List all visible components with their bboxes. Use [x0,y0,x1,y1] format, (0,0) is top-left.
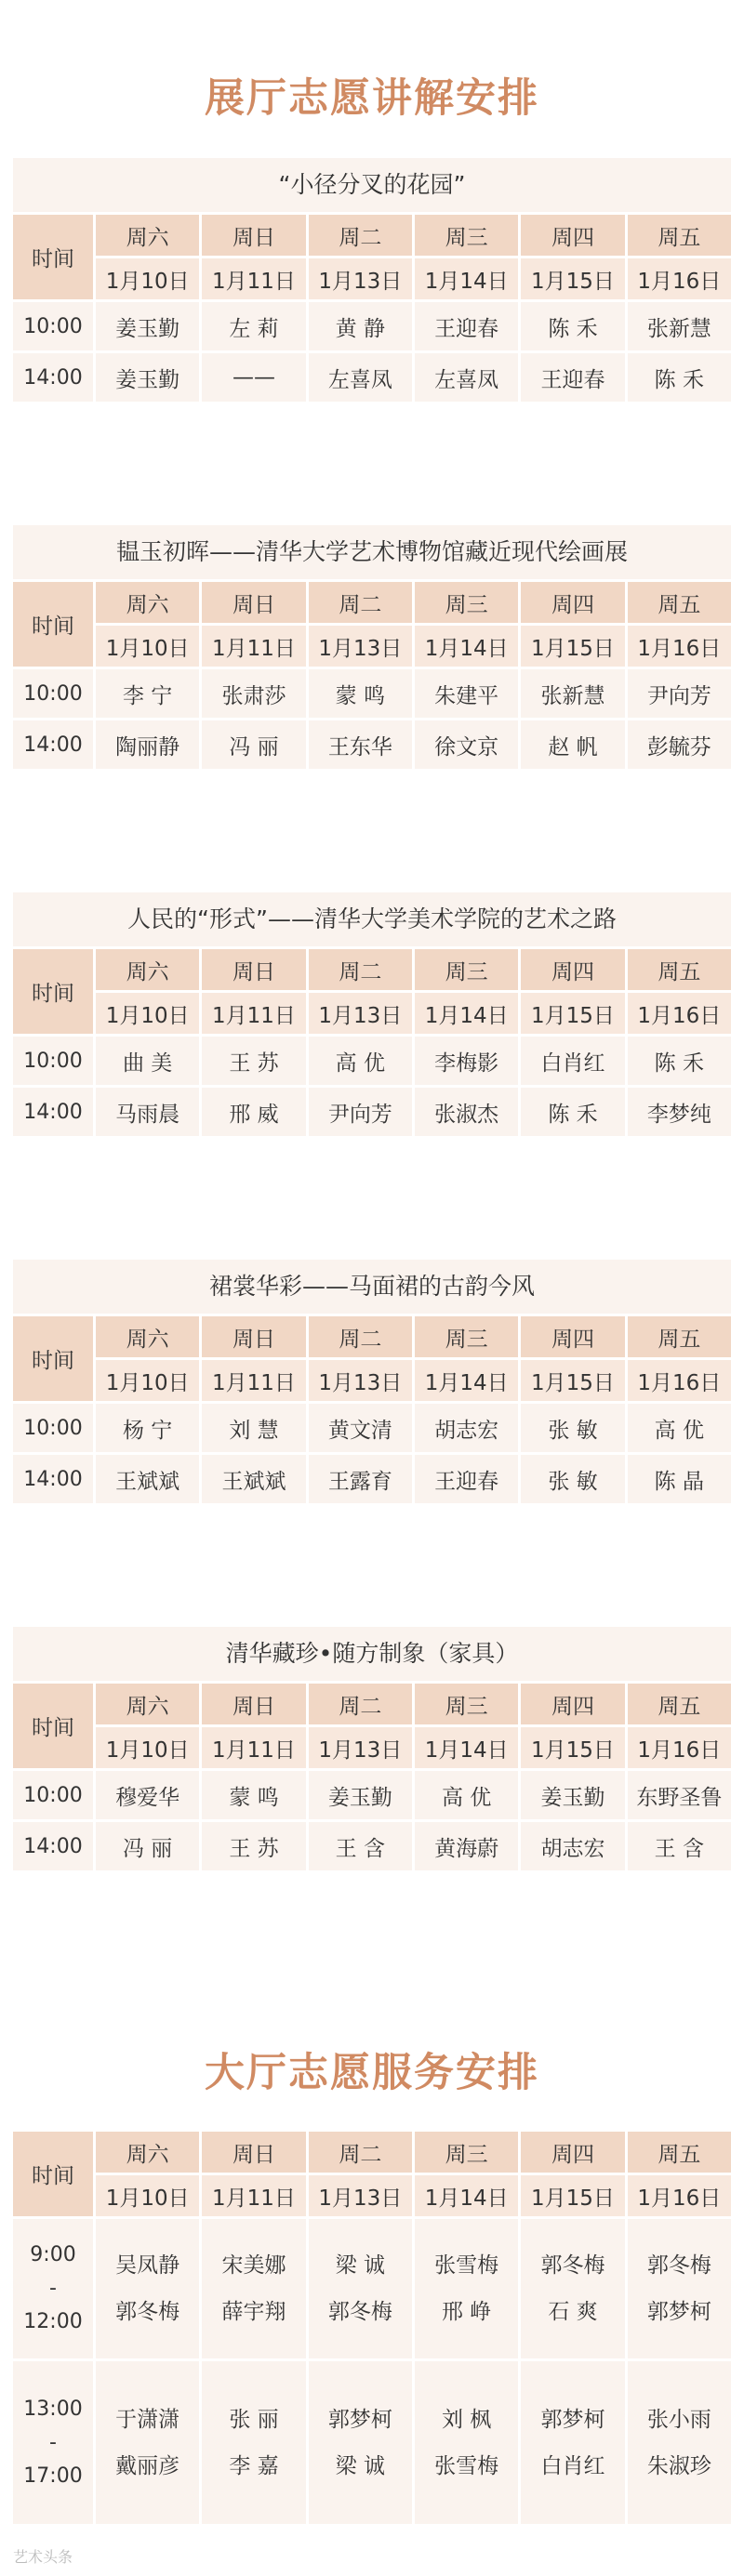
name-cell: 姜玉勤 [96,353,199,402]
name-cell: 张淑杰 [415,1088,518,1136]
date-header: 1月15日 [521,626,624,667]
name: 戴丽彦 [115,2453,180,2478]
date-header: 1月10日 [96,626,199,667]
time-header: 时间 [13,949,93,1034]
name: 刘 枫 [441,2407,492,2432]
day-header: 周日 [202,1684,305,1724]
table-row [13,669,731,718]
exhibition-table [10,579,734,772]
date-header: 1月10日 [96,993,199,1034]
day-header: 周二 [309,1316,412,1357]
name: 梁 诚 [335,2253,385,2278]
name-cell [96,2361,199,2524]
day-header: 周四 [521,1684,624,1724]
name-cell: 刘 慧 [202,1404,305,1452]
name-cell: 李 宁 [96,669,199,718]
date-header: 1月14日 [415,2175,518,2216]
name-cell: 王 含 [309,1822,412,1870]
date-header: 1月15日 [521,2175,624,2216]
day-header: 周三 [415,949,518,990]
name-cell: 李梅影 [415,1037,518,1085]
date-header: 1月15日 [521,1360,624,1401]
time-header: 时间 [13,582,93,667]
date-header: 1月14日 [415,1360,518,1401]
day-header: 周六 [96,1684,199,1724]
name-cell [309,2219,412,2358]
date-header: 1月11日 [202,1360,305,1401]
day-header: 周日 [202,2132,305,2173]
date-header: 1月13日 [309,258,412,299]
day-header: 周五 [628,582,731,623]
day-header: 周日 [202,1316,305,1357]
table-row [13,1037,731,1085]
hall-row-morning [13,2219,731,2358]
exhibition-block [13,1260,731,1506]
time-cell: 10:00 [13,1771,93,1819]
name-cell: 陶丽静 [96,720,199,769]
time-cell: 14:00 [13,1822,93,1870]
exhibition-title: “小径分叉的花园” [13,158,731,212]
name-cell: 王露育 [309,1455,412,1503]
name-cell: 赵 帆 [521,720,624,769]
name: 梁 诚 [335,2453,385,2478]
day-header: 周六 [96,949,199,990]
date-header: 1月10日 [96,2175,199,2216]
time-cell: 10:00 [13,669,93,718]
name-cell: 王东华 [309,720,412,769]
name-cell [202,2219,305,2358]
hall-row-afternoon [13,2361,731,2524]
table-row [13,1455,731,1503]
name-cell: 冯 丽 [202,720,305,769]
name: 郭冬梅 [115,2300,180,2324]
time-start: 9:00 [30,2243,76,2266]
name-cell: 胡志宏 [521,1822,624,1870]
date-header: 1月13日 [309,993,412,1034]
name-cell: 蒙 鸣 [309,669,412,718]
day-header: 周日 [202,215,305,256]
name-cell: 尹向芳 [309,1088,412,1136]
section-title-exhibition: 展厅志愿讲解安排 [205,75,539,122]
table-row [13,353,731,402]
name-cell: 左喜凤 [309,353,412,402]
table-row [13,302,731,350]
time-header: 时间 [13,1316,93,1401]
table-row [13,1088,731,1136]
name-cell: 王迎春 [521,353,624,402]
name-cell: 穆爱华 [96,1771,199,1819]
name: 石 爽 [548,2300,598,2324]
time-header: 时间 [13,1684,93,1768]
name: 郭梦柯 [540,2407,605,2432]
day-header: 周二 [309,949,412,990]
name-cell: 黄海蔚 [415,1822,518,1870]
day-header: 周五 [628,2132,731,2173]
day-header: 周五 [628,1684,731,1724]
name-cell: 高 优 [628,1404,731,1452]
time-header: 时间 [13,2132,93,2216]
name-cell: 曲 美 [96,1037,199,1085]
date-header: 1月11日 [202,2175,305,2216]
date-header: 1月15日 [521,258,624,299]
name: 李 嘉 [229,2453,279,2478]
name-cell: 王 苏 [202,1037,305,1085]
name-cell: 王迎春 [415,1455,518,1503]
time-cell: 14:00 [13,1455,93,1503]
day-header: 周二 [309,215,412,256]
day-header: 周二 [309,582,412,623]
name-cell [415,2361,518,2524]
date-header: 1月15日 [521,993,624,1034]
name-cell: 尹向芳 [628,669,731,718]
time-cell: 14:00 [13,353,93,402]
date-header: 1月14日 [415,993,518,1034]
name: 张 丽 [229,2407,279,2432]
time-header: 时间 [13,215,93,299]
table-row [13,1404,731,1452]
name-cell: 王斌斌 [202,1455,305,1503]
name-cell: 彭毓芬 [628,720,731,769]
name-cell: 杨 宁 [96,1404,199,1452]
name-cell: 冯 丽 [96,1822,199,1870]
date-header: 1月16日 [628,1360,731,1401]
date-header: 1月16日 [628,626,731,667]
name-cell: 王斌斌 [96,1455,199,1503]
name-cell: 东野圣鲁 [628,1771,731,1819]
date-header: 1月10日 [96,258,199,299]
time-cell: 14:00 [13,1088,93,1136]
name: 郭冬梅 [646,2253,711,2278]
time-cell: 10:00 [13,1037,93,1085]
day-header: 周三 [415,1684,518,1724]
exhibition-block [13,158,731,404]
name-cell: 王 苏 [202,1822,305,1870]
name: 吴凤静 [115,2253,180,2278]
name-cell [309,2361,412,2524]
name-cell [96,2219,199,2358]
day-header: 周日 [202,949,305,990]
day-header: 周六 [96,1316,199,1357]
name-cell: 王 含 [628,1822,731,1870]
name-cell: 王迎春 [415,302,518,350]
day-header: 周三 [415,215,518,256]
exhibition-block [13,1627,731,1873]
name-cell: 蒙 鸣 [202,1771,305,1819]
name-cell: 姜玉勤 [521,1771,624,1819]
name-cell [521,2219,624,2358]
day-header: 周五 [628,949,731,990]
name-cell: 高 优 [309,1037,412,1085]
time-sep: - [49,2277,57,2300]
name-cell: 陈 禾 [521,1088,624,1136]
time-cell: 10:00 [13,302,93,350]
name-cell: 张肃莎 [202,669,305,718]
name-cell: 马雨晨 [96,1088,199,1136]
table-row [13,1822,731,1870]
time-cell [13,2219,93,2358]
date-header: 1月15日 [521,1727,624,1768]
time-cell: 10:00 [13,1404,93,1452]
date-header: 1月11日 [202,993,305,1034]
time-sep: - [49,2430,57,2454]
name: 郭梦柯 [327,2407,392,2432]
date-header: 1月14日 [415,258,518,299]
day-header: 周三 [415,2132,518,2173]
time-cell [13,2361,93,2524]
name: 薛宇翔 [221,2300,286,2324]
exhibition-block [13,525,731,772]
date-header: 1月16日 [628,993,731,1034]
date-header: 1月14日 [415,626,518,667]
name: 张雪梅 [434,2453,499,2478]
date-header: 1月13日 [309,1727,412,1768]
name-cell: 李梦纯 [628,1088,731,1136]
day-header: 周三 [415,1316,518,1357]
date-header: 1月16日 [628,2175,731,2216]
day-header: 周二 [309,1684,412,1724]
exhibition-title: 裙裳华彩——马面裙的古韵今风 [13,1260,731,1314]
hall-table [10,2129,734,2527]
name-cell [628,2361,731,2524]
name-cell: 邢 威 [202,1088,305,1136]
name: 郭冬梅 [327,2300,392,2324]
day-header: 周四 [521,215,624,256]
name-cell: 张 敏 [521,1455,624,1503]
exhibition-table [10,212,734,404]
date-header: 1月13日 [309,2175,412,2216]
day-header: 周五 [628,1316,731,1357]
name-cell: 张新慧 [628,302,731,350]
exhibition-table [10,1314,734,1506]
hall-table-block [13,2129,731,2527]
name: 朱淑珍 [646,2453,711,2478]
day-header: 周四 [521,1316,624,1357]
day-header: 周四 [521,582,624,623]
date-header: 1月11日 [202,626,305,667]
name: 郭梦柯 [646,2300,711,2324]
day-header: 周四 [521,949,624,990]
exhibition-title: 清华藏珍•随方制象（家具） [13,1627,731,1681]
date-header: 1月13日 [309,1360,412,1401]
name-cell: 张 敏 [521,1404,624,1452]
name-cell: 朱建平 [415,669,518,718]
day-header: 周六 [96,215,199,256]
watermark-logo: 艺术头条 [13,2548,73,2566]
day-header: 周六 [96,582,199,623]
name-cell: 陈 禾 [628,1037,731,1085]
day-header: 周五 [628,215,731,256]
name-cell: 左 莉 [202,302,305,350]
name-cell: 高 优 [415,1771,518,1819]
name: 白肖红 [540,2453,605,2478]
name: 郭冬梅 [540,2253,605,2278]
name-cell: 张新慧 [521,669,624,718]
name-cell: 左喜凤 [415,353,518,402]
date-header: 1月13日 [309,626,412,667]
name-cell: 陈 禾 [628,353,731,402]
exhibition-title: 人民的“形式”——清华大学美术学院的艺术之路 [13,892,731,946]
name-cell: 陈 禾 [521,302,624,350]
time-cell: 14:00 [13,720,93,769]
date-header: 1月10日 [96,1727,199,1768]
name: 张雪梅 [434,2253,499,2278]
name-cell [415,2219,518,2358]
date-header: 1月11日 [202,258,305,299]
exhibition-table [10,1681,734,1873]
name: 张小雨 [646,2407,711,2432]
day-header: 周二 [309,2132,412,2173]
name-cell: 徐文京 [415,720,518,769]
date-header: 1月11日 [202,1727,305,1768]
date-header: 1月14日 [415,1727,518,1768]
time-end: 17:00 [23,2464,83,2488]
name-cell: 姜玉勤 [96,302,199,350]
name-cell [521,2361,624,2524]
name: 宋美娜 [221,2253,286,2278]
name-cell: 胡志宏 [415,1404,518,1452]
exhibition-block [13,892,731,1139]
day-header: 周四 [521,2132,624,2173]
name: 邢 峥 [441,2300,492,2324]
name-cell: 黄 静 [309,302,412,350]
date-header: 1月10日 [96,1360,199,1401]
time-start: 13:00 [23,2397,83,2421]
name-cell: 黄文清 [309,1404,412,1452]
day-header: 周三 [415,582,518,623]
table-row [13,720,731,769]
date-header: 1月16日 [628,1727,731,1768]
name-cell: 姜玉勤 [309,1771,412,1819]
exhibition-title: 韫玉初晖——清华大学艺术博物馆藏近现代绘画展 [13,525,731,579]
day-header: 周六 [96,2132,199,2173]
name: 于潇潇 [115,2407,180,2432]
table-row [13,1771,731,1819]
day-header: 周日 [202,582,305,623]
exhibition-table [10,946,734,1139]
name-cell [202,2361,305,2524]
name-cell: 白肖红 [521,1037,624,1085]
section-title-hall: 大厅志愿服务安排 [205,2050,539,2096]
name-cell: —— [202,353,305,402]
name-cell [628,2219,731,2358]
time-end: 12:00 [23,2310,83,2333]
date-header: 1月16日 [628,258,731,299]
name-cell: 陈 晶 [628,1455,731,1503]
